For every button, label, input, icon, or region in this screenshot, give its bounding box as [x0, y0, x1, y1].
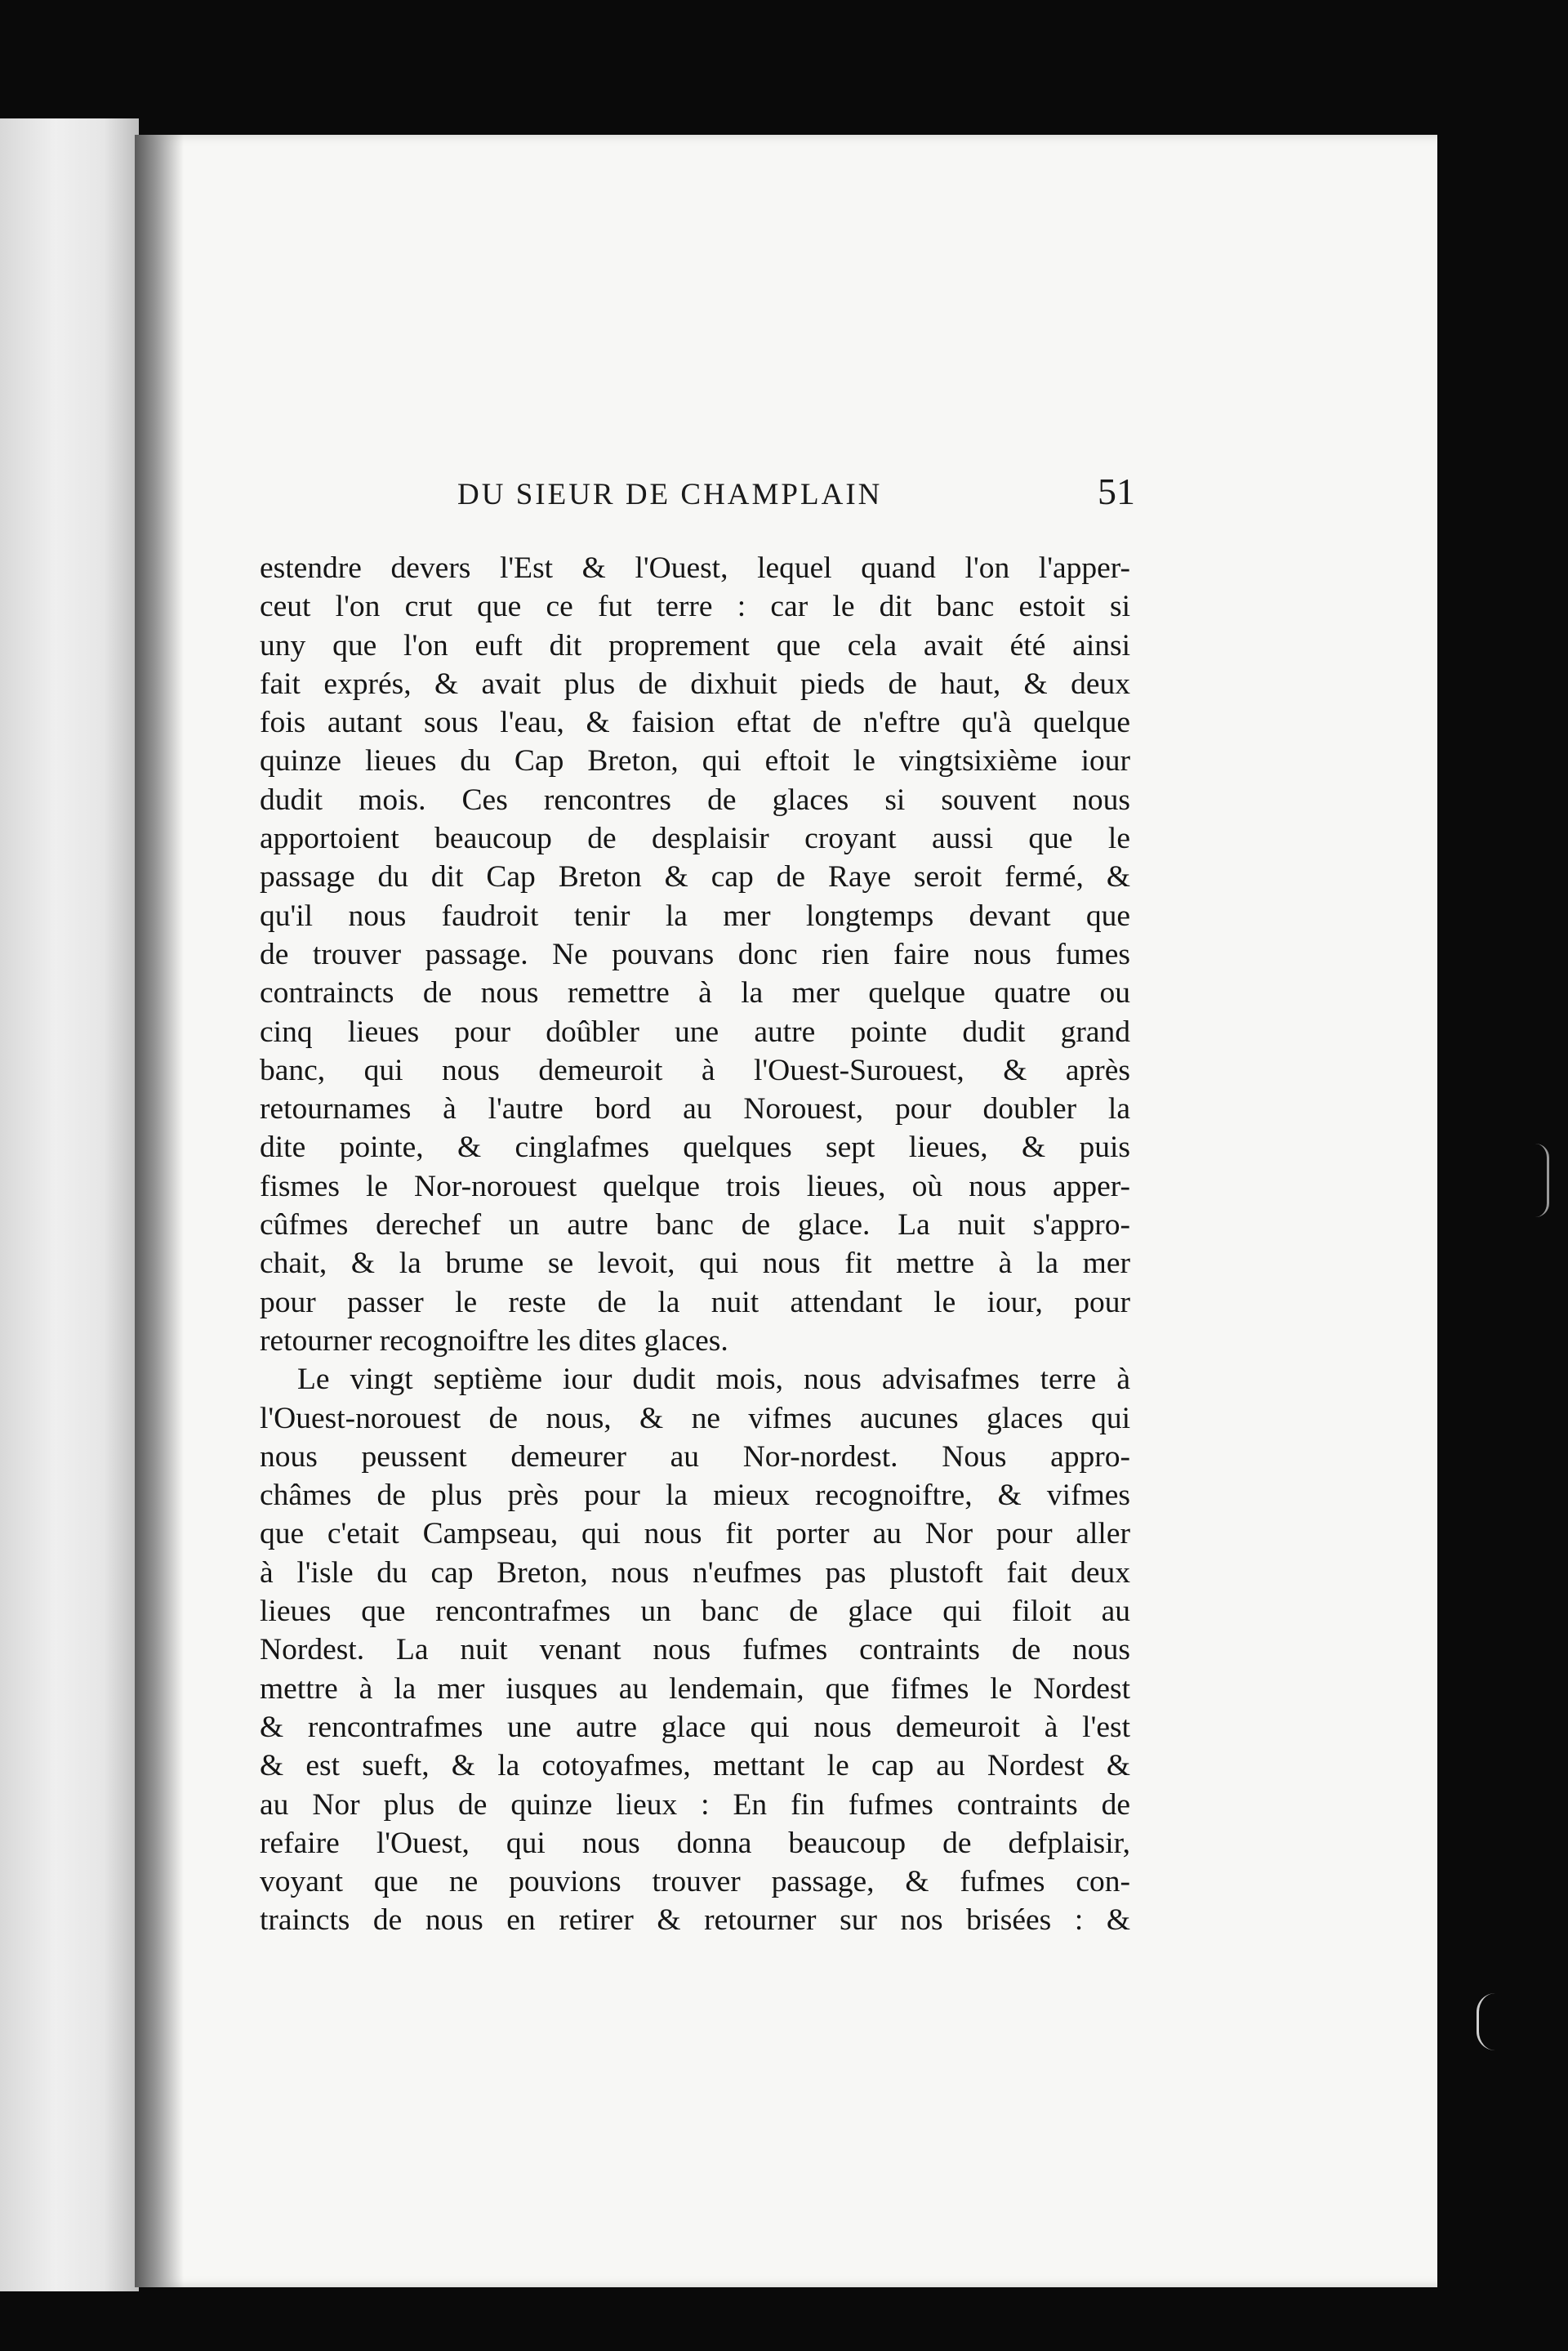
text-line: qu'il nous faudroit tenir la mer longtemps devant que: [260, 899, 1130, 933]
text-line: banc, qui nous demeuroit à l'Ouest-Surouest, & après: [260, 1053, 1130, 1087]
text-line: apportoient beaucoup de desplaisir croyant aussi que le: [260, 822, 1130, 856]
text-line: retourner recognoiftre les dites glaces.: [260, 1323, 728, 1358]
text-line: chait, & la brume se levoit, qui nous fit mettre à la mer: [260, 1247, 1130, 1281]
text-line: voyant que ne pouvions trouver passage, & fufmes con-: [260, 1865, 1130, 1899]
text-line: Le vingt septième iour dudit mois, nous advisafmes terre à: [297, 1363, 1130, 1397]
running-head: [457, 470, 1135, 519]
body-text: [260, 549, 1130, 1940]
text-line: fismes le Nor-norouest quelque trois lieues, où nous apper-: [260, 1169, 1130, 1203]
text-line: au Nor plus de quinze lieux : En fin fufmes contraints de: [260, 1787, 1130, 1822]
text-line: nous peussent demeurer au Nor-nordest. Nous appro-: [260, 1439, 1130, 1474]
text-line: & est sueft, & la cotoyafmes, mettant le cap au Nordest &: [260, 1749, 1130, 1783]
text-line: Nordest. La nuit venant nous fufmes contraints de nous: [260, 1633, 1130, 1667]
text-line: dudit mois. Ces rencontres de glaces si souvent nous: [260, 783, 1130, 817]
text-line: traincts de nous en retirer & retourner sur nos brisées : &: [260, 1903, 1130, 1938]
scan-artifact: [1535, 1144, 1549, 1217]
left-page-edge: [0, 118, 139, 2291]
text-line: estendre devers l'Est & l'Ouest, lequel quand l'on l'apper-: [260, 551, 1130, 585]
text-line: l'Ouest-norouest de nous, & ne vifmes aucunes glaces qui: [260, 1401, 1130, 1435]
text-line: que c'etait Campseau, qui nous fit porter au Nor pour aller: [260, 1517, 1130, 1551]
text-line: châmes de plus près pour la mieux recognoiftre, & vifmes: [260, 1479, 1130, 1513]
text-line: passage du dit Cap Breton & cap de Raye seroit fermé, &: [260, 860, 1130, 894]
text-line: uny que l'on euft dit proprement que cela avait été ainsi: [260, 628, 1130, 662]
text-line: dite pointe, & cinglafmes quelques sept lieues, & puis: [260, 1131, 1130, 1165]
text-line: refaire l'Ouest, qui nous donna beaucoup de defplaisir,: [260, 1826, 1130, 1860]
text-line: fois autant sous l'eau, & faision eftat de n'eftre qu'à quelque: [260, 706, 1130, 740]
page-number: 51: [1098, 471, 1135, 512]
running-title: DU SIEUR DE CHAMPLAIN: [457, 478, 883, 511]
text-line: ceut l'on crut que ce fut terre : car le dit banc estoit si: [260, 590, 1130, 624]
text-line: de trouver passage. Ne pouvans donc rien faire nous fumes: [260, 937, 1130, 971]
text-line: à l'isle du cap Breton, nous n'eufmes pas plustoft fait deux: [260, 1555, 1130, 1590]
text-line: mettre à la mer iusques au lendemain, que fifmes le Nordest: [260, 1671, 1130, 1706]
text-line: lieues que rencontrafmes un banc de glace qui filoit au: [260, 1595, 1130, 1629]
text-line: cûfmes derechef un autre banc de glace. La nuit s'appro-: [260, 1208, 1130, 1242]
text-line: fait exprés, & avait plus de dixhuit pieds de haut, & deux: [260, 667, 1130, 701]
text-line: pour passer le reste de la nuit attendant le iour, pour: [260, 1285, 1130, 1319]
text-line: & rencontrafmes une autre glace qui nous demeuroit à l'est: [260, 1710, 1130, 1744]
page-gutter-shadow: [135, 135, 184, 2287]
text-line: quinze lieues du Cap Breton, qui eftoit le vingtsixième iour: [260, 744, 1130, 778]
scan-artifact: [1477, 1993, 1495, 2050]
text-line: cinq lieues pour doûbler une autre pointe dudit grand: [260, 1015, 1130, 1049]
text-line: retournames à l'autre bord au Norouest, pour doubler la: [260, 1092, 1130, 1126]
text-line: contraincts de nous remettre à la mer quelque quatre ou: [260, 976, 1130, 1010]
